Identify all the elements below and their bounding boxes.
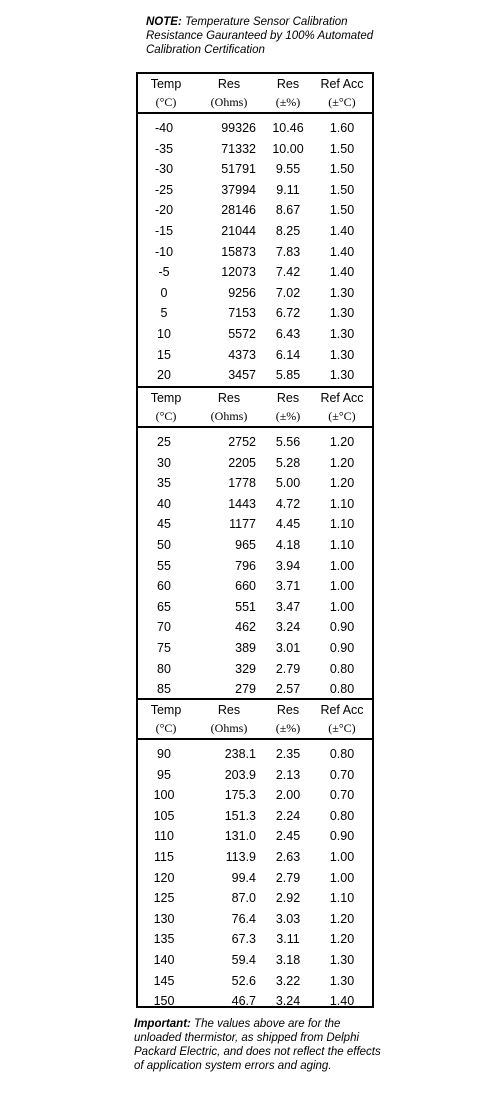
table-row	[138, 159, 372, 180]
accuracy-cell: 1.30	[329, 952, 355, 967]
resistance-cell: 113.9	[225, 849, 256, 864]
tolerance-cell: 3.01	[275, 640, 301, 655]
header-res: Res	[217, 77, 241, 91]
temp-cell: 110	[154, 829, 174, 844]
tolerance-cell: 6.72	[275, 306, 301, 321]
table-row	[138, 971, 372, 992]
table-rows	[138, 428, 372, 700]
header-tol: Res	[276, 703, 300, 717]
accuracy-cell: 1.20	[329, 476, 355, 491]
resistance-cell: 9256	[228, 285, 256, 300]
tolerance-cell: 3.94	[275, 558, 301, 573]
important-note	[134, 1017, 389, 1073]
accuracy-cell: 1.10	[329, 496, 355, 511]
resistance-cell: 551	[235, 599, 256, 614]
table-row	[138, 432, 372, 453]
tolerance-cell: 3.47	[275, 599, 301, 614]
resistance-cell: 67.3	[231, 932, 256, 947]
table-row	[138, 744, 372, 765]
table-row	[138, 868, 372, 889]
header-labels-row	[138, 391, 372, 409]
header-temp_unit: (°C)	[155, 95, 177, 109]
resistance-cell: 12073	[221, 265, 256, 280]
accuracy-cell: 0.90	[329, 829, 355, 844]
table-section-2	[138, 386, 372, 700]
accuracy-cell: 1.50	[329, 203, 355, 218]
accuracy-cell: 1.00	[329, 599, 355, 614]
temp-cell: 120	[153, 870, 175, 885]
header-acc: Ref Acc	[320, 703, 364, 717]
table-row	[138, 679, 372, 700]
table-row	[138, 494, 372, 515]
header-tol_unit: (±%)	[275, 409, 301, 423]
note-text: Temperature Sensor Calibration Resistance Gauranteed by 100% Automated Calibration Certification	[146, 16, 374, 56]
tolerance-cell: 3.24	[275, 994, 301, 1009]
table-row	[138, 929, 372, 950]
tolerance-cell: 3.22	[275, 973, 301, 988]
accuracy-cell: 1.30	[329, 368, 355, 383]
header-units-row	[138, 409, 372, 427]
header-res_unit: (Ohms)	[210, 95, 248, 109]
header-labels-row	[138, 77, 372, 95]
resistance-cell: 279	[235, 682, 256, 697]
table-row	[138, 324, 372, 345]
temp-cell: 40	[157, 496, 171, 511]
temp-cell: 150	[153, 994, 175, 1009]
accuracy-cell: 1.00	[329, 558, 355, 573]
tolerance-cell: 4.18	[275, 537, 301, 552]
tolerance-cell: 7.83	[275, 244, 301, 259]
header-res: Res	[217, 391, 241, 405]
table-row	[138, 118, 372, 139]
temp-cell: 105	[153, 808, 175, 823]
table-row	[138, 242, 372, 263]
column-header	[138, 388, 372, 428]
table-section-1	[138, 74, 372, 386]
accuracy-cell: 0.80	[329, 661, 355, 676]
resistance-cell: 389	[235, 640, 256, 655]
tolerance-cell: 7.02	[275, 285, 301, 300]
temp-cell: 95	[157, 767, 171, 782]
important-label: Important:	[134, 1018, 191, 1030]
table-row	[138, 535, 372, 556]
resistance-cell: 3457	[228, 368, 256, 383]
table-row	[138, 991, 372, 1012]
calibration-table	[136, 72, 374, 1008]
resistance-cell: 203.9	[224, 767, 256, 782]
header-units-row	[138, 95, 372, 113]
table-row	[138, 785, 372, 806]
tolerance-cell: 5.85	[275, 368, 301, 383]
temp-cell: -5	[158, 265, 170, 280]
temp-cell: 10	[157, 326, 171, 341]
resistance-cell: 37994	[221, 182, 256, 197]
tolerance-cell: 3.11	[276, 932, 300, 947]
resistance-cell: 965	[235, 537, 256, 552]
accuracy-cell: 0.80	[329, 747, 355, 761]
tolerance-cell: 10.46	[272, 121, 304, 135]
accuracy-cell: 1.40	[329, 223, 355, 238]
tolerance-cell: 3.18	[275, 952, 301, 967]
tolerance-cell: 2.45	[275, 829, 301, 844]
accuracy-cell: 1.30	[329, 285, 355, 300]
tolerance-cell: 8.67	[275, 203, 301, 218]
table-row	[138, 514, 372, 535]
table-section-3	[138, 698, 372, 1012]
temp-cell: 5	[160, 306, 168, 321]
accuracy-cell: 1.30	[329, 347, 355, 362]
resistance-cell: 99.4	[231, 870, 256, 885]
accuracy-cell: 0.70	[329, 788, 355, 803]
accuracy-cell: 0.80	[329, 808, 355, 823]
header-temp_unit: (°C)	[155, 721, 177, 735]
tolerance-cell: 2.79	[275, 661, 301, 676]
resistance-cell: 76.4	[231, 911, 256, 926]
resistance-cell: 51791	[221, 162, 256, 177]
header-tol: Res	[276, 391, 300, 405]
table-row	[138, 303, 372, 324]
tolerance-cell: 7.42	[275, 265, 301, 280]
temp-cell: 30	[157, 455, 171, 470]
temp-cell: 20	[157, 368, 171, 383]
table-row	[138, 806, 372, 827]
resistance-cell: 5572	[228, 326, 256, 341]
resistance-cell: 329	[235, 661, 256, 676]
temp-cell: 0	[160, 285, 168, 300]
table-row	[138, 556, 372, 577]
tolerance-cell: 2.63	[275, 849, 301, 864]
tolerance-cell: 2.24	[275, 808, 301, 823]
table-row	[138, 453, 372, 474]
table-row	[138, 345, 372, 366]
accuracy-cell: 0.90	[329, 640, 355, 655]
resistance-cell: 1177	[229, 517, 256, 532]
temp-cell: 25	[157, 435, 171, 449]
temp-cell: 65	[157, 599, 171, 614]
table-rows	[138, 114, 372, 386]
resistance-cell: 99326	[221, 121, 256, 135]
temp-cell: -15	[154, 223, 174, 238]
note-label: NOTE:	[146, 16, 182, 28]
header-tol: Res	[276, 77, 300, 91]
temp-cell: 130	[153, 911, 175, 926]
table-row	[138, 659, 372, 680]
tolerance-cell: 3.24	[275, 620, 301, 635]
table-row	[138, 765, 372, 786]
table-row	[138, 221, 372, 242]
resistance-cell: 796	[235, 558, 256, 573]
resistance-cell: 660	[235, 579, 256, 594]
table-row	[138, 262, 372, 283]
tolerance-cell: 6.43	[275, 326, 301, 341]
tolerance-cell: 2.79	[275, 870, 301, 885]
resistance-cell: 462	[235, 620, 256, 635]
accuracy-cell: 1.00	[329, 579, 355, 594]
temp-cell: 50	[157, 537, 171, 552]
header-temp: Temp	[150, 391, 182, 405]
table-row	[138, 365, 372, 386]
table-row	[138, 597, 372, 618]
accuracy-cell: 1.40	[329, 994, 355, 1009]
tolerance-cell: 3.03	[275, 911, 301, 926]
resistance-cell: 238.1	[224, 747, 256, 761]
header-res_unit: (Ohms)	[210, 721, 248, 735]
temp-cell: -40	[154, 121, 174, 135]
accuracy-cell: 1.60	[329, 121, 355, 135]
resistance-cell: 87.0	[231, 891, 256, 906]
temp-cell: 125	[153, 891, 175, 906]
table-row	[138, 617, 372, 638]
tolerance-cell: 2.35	[275, 747, 301, 761]
accuracy-cell: 1.00	[329, 849, 355, 864]
tolerance-cell: 10.00	[272, 141, 304, 156]
temp-cell: 45	[157, 517, 171, 532]
tolerance-cell: 9.55	[275, 162, 301, 177]
table-row	[138, 473, 372, 494]
temp-cell: -30	[154, 162, 174, 177]
important-text: The values above are for the unloaded thermistor, as shipped from Delphi Packard Electric, and does not reflect the effects of application system errors and aging.	[134, 1018, 381, 1072]
resistance-cell: 15873	[221, 244, 256, 259]
resistance-cell: 1443	[228, 496, 256, 511]
header-labels-row	[138, 703, 372, 721]
accuracy-cell: 1.50	[329, 141, 355, 156]
resistance-cell: 2205	[228, 455, 256, 470]
resistance-cell: 59.4	[231, 952, 256, 967]
resistance-cell: 7153	[228, 306, 256, 321]
table-rows	[138, 740, 372, 1012]
accuracy-cell: 1.20	[329, 455, 355, 470]
accuracy-cell: 1.30	[329, 326, 355, 341]
temp-cell: 90	[157, 747, 171, 761]
calibration-note	[146, 15, 396, 57]
resistance-cell: 28146	[221, 203, 256, 218]
table-row	[138, 950, 372, 971]
accuracy-cell: 1.10	[329, 891, 355, 906]
column-header	[138, 74, 372, 114]
resistance-cell: 2752	[228, 435, 256, 449]
temp-cell: 115	[154, 849, 174, 864]
header-acc_unit: (±°C)	[328, 95, 356, 109]
tolerance-cell: 2.13	[275, 767, 301, 782]
tolerance-cell: 4.45	[275, 517, 301, 532]
temp-cell: 100	[153, 788, 175, 803]
temp-cell: 85	[157, 682, 171, 697]
tolerance-cell: 3.71	[275, 579, 301, 594]
table-row	[138, 576, 372, 597]
table-row	[138, 139, 372, 160]
resistance-cell: 175.3	[224, 788, 256, 803]
table-row	[138, 283, 372, 304]
table-row	[138, 909, 372, 930]
resistance-cell: 52.6	[231, 973, 256, 988]
header-temp: Temp	[150, 77, 182, 91]
resistance-cell: 4373	[228, 347, 256, 362]
tolerance-cell: 2.00	[275, 788, 301, 803]
temp-cell: 140	[153, 952, 175, 967]
temp-cell: 60	[157, 579, 171, 594]
accuracy-cell: 1.30	[329, 973, 355, 988]
temp-cell: -20	[154, 203, 174, 218]
tolerance-cell: 9.11	[276, 182, 300, 197]
table-row	[138, 638, 372, 659]
header-res_unit: (Ohms)	[210, 409, 248, 423]
accuracy-cell: 1.30	[329, 306, 355, 321]
temp-cell: 135	[153, 932, 175, 947]
resistance-cell: 46.7	[231, 994, 256, 1009]
column-header	[138, 700, 372, 740]
temp-cell: 15	[157, 347, 171, 362]
resistance-cell: 131.0	[224, 829, 256, 844]
tolerance-cell: 4.72	[275, 496, 301, 511]
accuracy-cell: 1.20	[329, 932, 355, 947]
header-tol_unit: (±%)	[275, 95, 301, 109]
tolerance-cell: 2.92	[275, 891, 301, 906]
temp-cell: 80	[157, 661, 171, 676]
table-row	[138, 200, 372, 221]
tolerance-cell: 5.28	[275, 455, 301, 470]
header-res: Res	[217, 703, 241, 717]
header-temp: Temp	[150, 703, 182, 717]
temp-cell: -10	[154, 244, 174, 259]
table-row	[138, 847, 372, 868]
tolerance-cell: 5.00	[275, 476, 301, 491]
header-acc: Ref Acc	[320, 77, 364, 91]
temp-cell: -35	[154, 141, 174, 156]
accuracy-cell: 1.10	[329, 517, 355, 532]
tolerance-cell: 8.25	[275, 223, 301, 238]
table-row	[138, 826, 372, 847]
accuracy-cell: 0.90	[329, 620, 355, 635]
temp-cell: -25	[154, 182, 174, 197]
accuracy-cell: 1.40	[329, 265, 355, 280]
table-row	[138, 180, 372, 201]
accuracy-cell: 0.70	[329, 767, 355, 782]
accuracy-cell: 0.80	[329, 682, 355, 697]
temp-cell: 55	[157, 558, 171, 573]
accuracy-cell: 1.10	[329, 537, 355, 552]
accuracy-cell: 1.40	[329, 244, 355, 259]
resistance-cell: 151.3	[224, 808, 256, 823]
temp-cell: 75	[157, 640, 171, 655]
header-acc: Ref Acc	[320, 391, 364, 405]
resistance-cell: 21044	[221, 223, 256, 238]
header-acc_unit: (±°C)	[328, 409, 356, 423]
accuracy-cell: 1.20	[329, 435, 355, 449]
temp-cell: 35	[157, 476, 171, 491]
accuracy-cell: 1.00	[329, 870, 355, 885]
tolerance-cell: 5.56	[275, 435, 301, 449]
table-row	[138, 888, 372, 909]
header-tol_unit: (±%)	[275, 721, 301, 735]
temp-cell: 145	[153, 973, 175, 988]
accuracy-cell: 1.20	[329, 911, 355, 926]
header-temp_unit: (°C)	[155, 409, 177, 423]
accuracy-cell: 1.50	[329, 162, 355, 177]
resistance-cell: 1778	[228, 476, 256, 491]
temp-cell: 70	[157, 620, 171, 635]
header-units-row	[138, 721, 372, 739]
accuracy-cell: 1.50	[329, 182, 355, 197]
tolerance-cell: 2.57	[275, 682, 301, 697]
tolerance-cell: 6.14	[275, 347, 301, 362]
header-acc_unit: (±°C)	[328, 721, 356, 735]
resistance-cell: 71332	[221, 141, 256, 156]
